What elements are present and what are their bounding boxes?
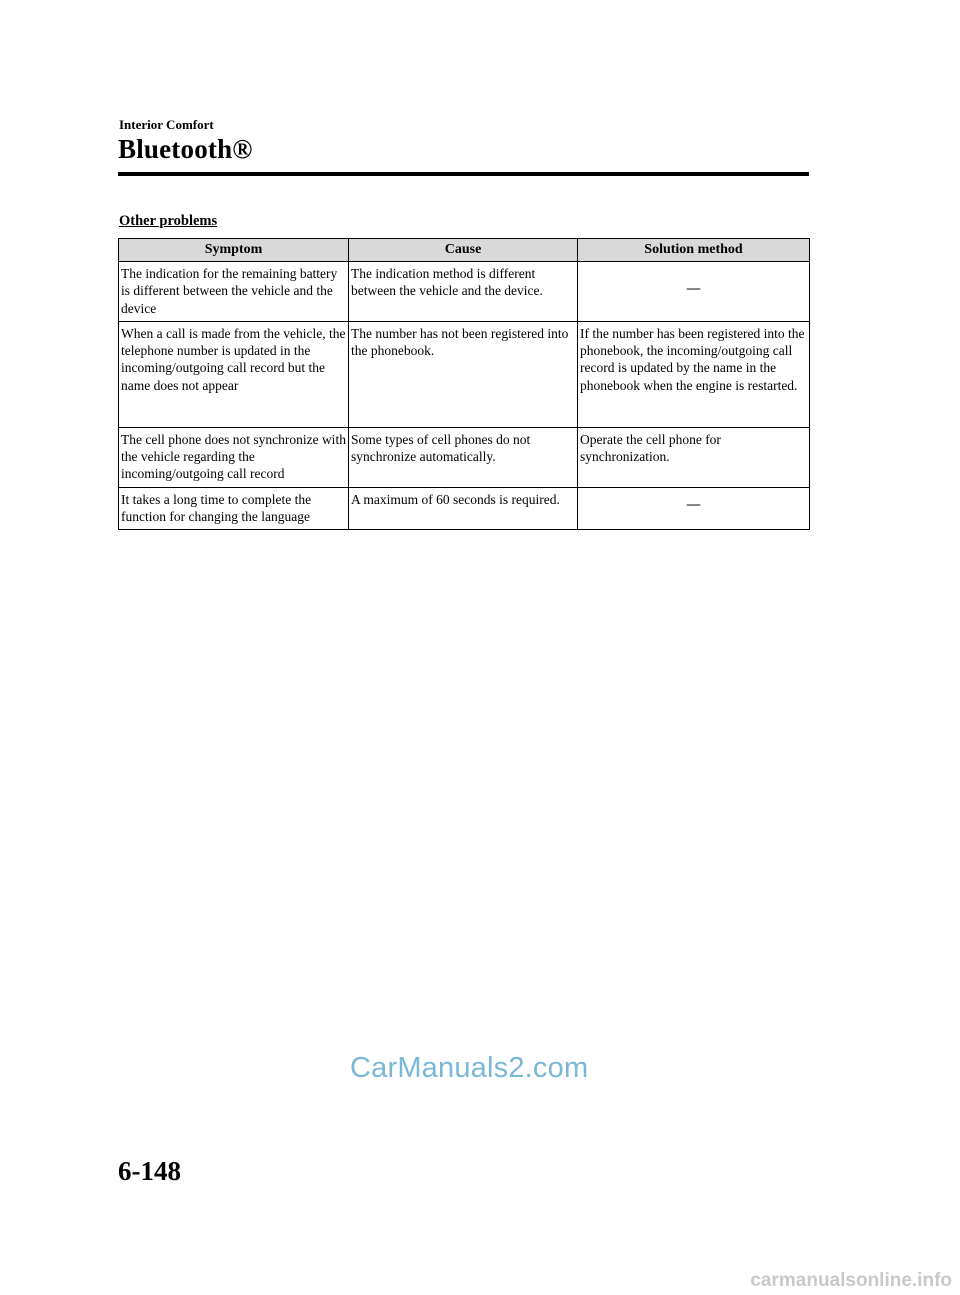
symptom-cell: When a call is made from the vehicle, the telephone number is updated in the incoming/outgoing call record but the name does not appear xyxy=(119,321,349,427)
symptom-cell: It takes a long time to complete the function for changing the language xyxy=(119,487,349,530)
chapter-title: Bluetooth® xyxy=(118,134,253,164)
solution-cell: If the number has been registered into the phonebook, the incoming/outgoing call record is updated by the name in the phonebook when the engine is restarted. xyxy=(578,321,810,427)
table-header-row xyxy=(119,239,810,262)
table-row xyxy=(119,487,810,530)
sub-heading: Other problems xyxy=(119,213,218,229)
table-row xyxy=(119,262,810,322)
footer-site-watermark: carmanualsonline.info xyxy=(750,1270,952,1291)
solution-cell xyxy=(578,487,810,530)
column-header-solution: Solution method xyxy=(578,239,810,262)
solution-dash: — xyxy=(686,495,701,511)
column-header-symptom: Symptom xyxy=(119,239,349,262)
cause-cell: A maximum of 60 seconds is required. xyxy=(349,487,578,530)
troubleshooting-table xyxy=(118,238,810,530)
solution-cell: Operate the cell phone for synchronization. xyxy=(578,427,810,487)
cause-cell: Some types of cell phones do not synchronize automatically. xyxy=(349,427,578,487)
header-rule xyxy=(118,172,809,176)
cause-cell: The indication method is different between the vehicle and the device. xyxy=(349,262,578,322)
table-row xyxy=(119,427,810,487)
solution-cell xyxy=(578,262,810,322)
solution-dash: — xyxy=(686,280,701,295)
column-header-cause: Cause xyxy=(349,239,578,262)
symptom-cell: The indication for the remaining battery is different between the vehicle and the device xyxy=(119,262,349,322)
cause-cell: The number has not been registered into the phonebook. xyxy=(349,321,578,427)
watermark-logo: CarManuals2.com xyxy=(350,1052,589,1084)
section-label: Interior Comfort xyxy=(119,117,214,132)
table-row xyxy=(119,321,810,427)
symptom-cell: The cell phone does not synchronize with the vehicle regarding the incoming/outgoing call record xyxy=(119,427,349,487)
page-number: 6-148 xyxy=(118,1156,181,1186)
